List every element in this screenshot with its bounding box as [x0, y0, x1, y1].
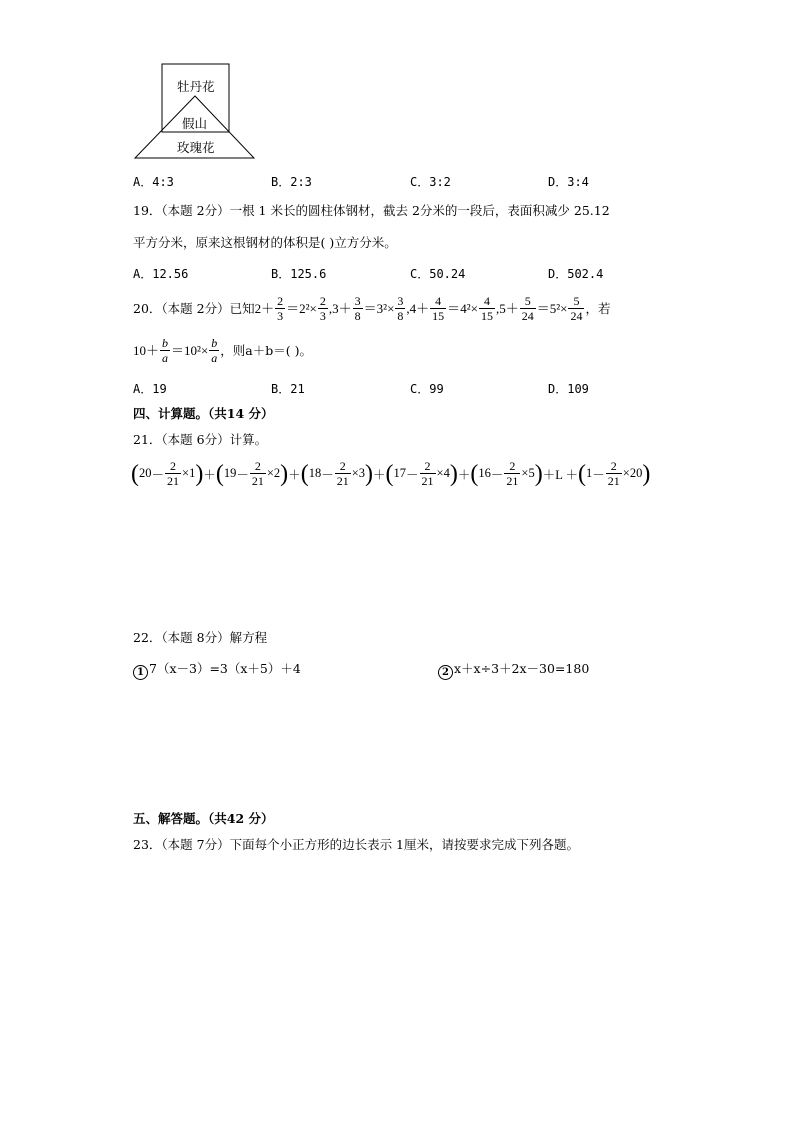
q21-term-3: ( 18 － $\frac{2}{21}$ × 3 ) ＋ [300, 459, 386, 488]
q20-term-2: 3 ＋ $\frac{3}{8}$ ＝ 3² × $\frac{3}{8}$ , [332, 294, 410, 323]
q20-option-b[interactable]: B．21 [271, 382, 305, 396]
figure-middle-label: 假山 [182, 116, 208, 131]
q22-equation-2: 2 x＋x÷3＋2x－30=180 [438, 661, 589, 680]
q20-term-3: 4 ＋ $\frac{4}{15}$ ＝ 4² × $\frac{4}{15}$ , [409, 294, 500, 323]
section-4-heading: 四、计算题。（共14 分） [133, 406, 274, 421]
q21-term-4: ( 17 － $\frac{2}{21}$ × 4 ) ＋ [385, 459, 471, 488]
q20-term-4: 5 ＋ $\frac{5}{24}$ ＝ 5² × $\frac{5}{24}$ [499, 294, 583, 323]
q21-term-1: ( 20 － $\frac{2}{21}$ × 1 ) ＋ [131, 459, 216, 488]
q19-text-line1: 19．（本题 2分）一根 1 米长的圆柱体钢材，截去 2分米的一段后，表面积减少 25.12 [133, 203, 610, 218]
q20-option-a[interactable]: A．19 [133, 382, 167, 396]
q20-line1 [133, 294, 610, 323]
q23-text: 23．（本题 7分）下面每个小正方形的边长表示 1厘米，请按要求完成下列各题。 [133, 837, 580, 852]
q18-option-c[interactable]: C．3:2 [410, 175, 451, 189]
q18-option-d[interactable]: D．3:4 [548, 175, 589, 189]
q20-term-4-sep: ，若 [585, 300, 611, 316]
q18-option-b[interactable]: B．2:3 [271, 175, 312, 189]
q19-option-a[interactable]: A．12.56 [133, 267, 189, 281]
q18-option-a[interactable]: A．4:3 [133, 175, 174, 189]
q20-option-d[interactable]: D．109 [548, 382, 589, 396]
q20-line2-tail: ，则a＋b＝( )。 [220, 342, 312, 358]
figure-top-label: 牡丹花 [177, 79, 215, 94]
circled-2-marker: 2 [438, 665, 453, 680]
q21-expression [131, 459, 650, 488]
q21-term-last: ( 1 － $\frac{2}{21}$ × 20 ) [578, 459, 651, 488]
q19-option-d[interactable]: D．502.4 [548, 267, 604, 281]
section-5-heading: 五、解答题。（共42 分） [133, 811, 274, 826]
q20-expression: 10 ＋ $\frac{b}{a}$ ＝ 10² × $\frac{b}{a}$ [133, 336, 218, 365]
q21-term-5: ( 16 － $\frac{2}{21}$ × 5 ) [470, 459, 543, 488]
q20-line2 [133, 336, 312, 365]
q19-option-c[interactable]: C．50.24 [410, 267, 466, 281]
figure-bottom-label: 玫瑰花 [177, 140, 215, 155]
q19-option-b[interactable]: B．125.6 [271, 267, 327, 281]
q21-term-2: ( 19 － $\frac{2}{21}$ × 2 ) ＋ [215, 459, 301, 488]
q22-label: 22．（本题 8分）解方程 [133, 630, 268, 645]
q20-prefix: 20．（本题 2分）已知 [133, 300, 255, 316]
circled-1-marker: 1 [133, 665, 148, 680]
q20-option-c[interactable]: C．99 [410, 382, 444, 396]
q21-label: 21．（本题 6分）计算。 [133, 432, 268, 447]
q21-ellipsis: ＋L ＋ [542, 467, 578, 482]
q22-equation-1: 1 7（x－3）=3（x＋5）＋4 [133, 661, 301, 680]
q20-term-1: 2 ＋ $\frac{2}{3}$ ＝ 2² × $\frac{2}{3}$ , [254, 294, 333, 323]
q19-text-line2: 平方分米，原来这根钢材的体积是( )立方分米。 [133, 235, 397, 250]
